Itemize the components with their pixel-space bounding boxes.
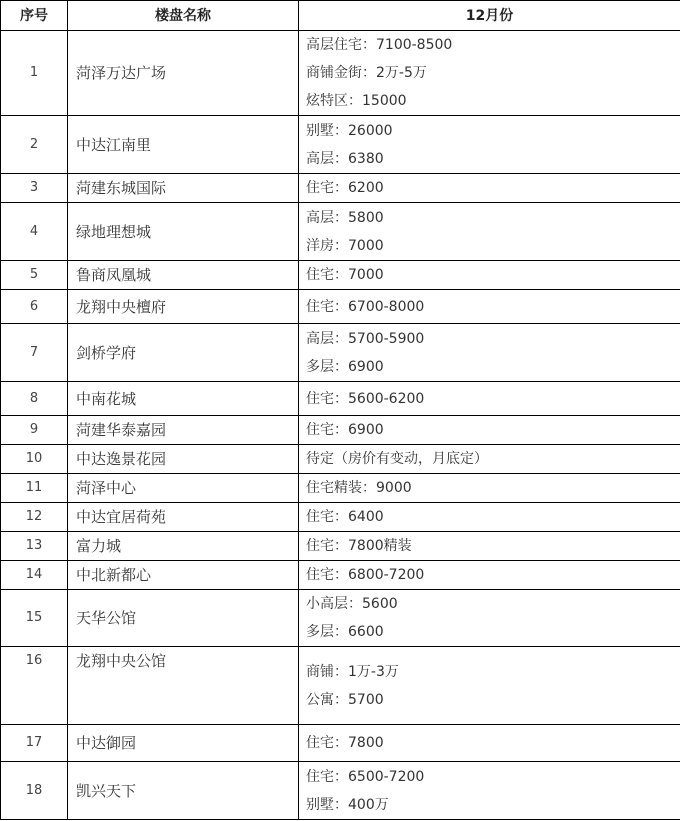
table-row [1, 762, 680, 820]
row-price-cell [299, 590, 680, 647]
row-project-name: 鲁商凤凰城 [68, 261, 299, 290]
row-price-cell [299, 31, 680, 116]
price-line: 住宅：6700-8000 [306, 298, 425, 315]
price-line: 住宅：5600-6200 [306, 390, 425, 407]
price-line: 高层：6380 [306, 150, 384, 167]
price-line: 商铺：1万-3万 [306, 663, 399, 680]
row-price-cell [299, 532, 680, 561]
price-line: 住宅：7800 [306, 735, 384, 751]
price-line: 住宅：7800精装 [306, 538, 412, 554]
row-index: 12 [1, 503, 68, 532]
table-row [1, 474, 680, 503]
row-project-name: 剑桥学府 [68, 324, 299, 382]
price-line: 住宅：6900 [306, 422, 384, 438]
price-line: 公寓：5700 [306, 691, 384, 708]
table-row [1, 203, 680, 261]
row-project-name: 龙翔中央檀府 [68, 290, 299, 324]
row-index: 13 [1, 532, 68, 561]
row-project-name: 龙翔中央公馆 [68, 647, 299, 725]
row-price-cell [299, 324, 680, 382]
row-price-cell [299, 561, 680, 590]
row-index: 3 [1, 174, 68, 203]
row-project-name: 天华公馆 [68, 590, 299, 647]
row-project-name: 中达宜居荷苑 [68, 503, 299, 532]
price-line: 洋房：7000 [306, 237, 384, 254]
price-line: 多层：6900 [306, 358, 384, 375]
row-price-cell [299, 762, 680, 820]
table-row [1, 382, 680, 416]
row-index: 8 [1, 382, 68, 416]
price-line: 待定（房价有变动，月底定） [306, 451, 488, 467]
row-price-cell [299, 416, 680, 445]
row-index: 5 [1, 261, 68, 290]
row-price-cell [299, 445, 680, 474]
row-price-cell [299, 174, 680, 203]
row-index: 15 [1, 590, 68, 647]
row-index: 7 [1, 324, 68, 382]
table-row [1, 532, 680, 561]
row-index: 6 [1, 290, 68, 324]
row-project-name: 中达御园 [68, 725, 299, 762]
price-line: 住宅：6400 [306, 509, 384, 525]
price-line: 高层住宅：7100-8500 [306, 37, 453, 53]
price-line: 小高层：5600 [306, 596, 398, 612]
row-project-name: 中达江南里 [68, 116, 299, 174]
table-row [1, 31, 680, 116]
price-line: 别墅：400万 [306, 796, 389, 813]
table-body [1, 31, 680, 820]
table-row [1, 290, 680, 324]
header-price: 12月份 [299, 1, 680, 31]
row-index: 2 [1, 116, 68, 174]
table-row [1, 647, 680, 725]
row-project-name: 菏泽万达广场 [68, 31, 299, 116]
row-project-name: 凯兴天下 [68, 762, 299, 820]
row-project-name: 中北新都心 [68, 561, 299, 590]
price-line: 高层：5800 [306, 209, 384, 226]
row-price-cell [299, 474, 680, 503]
header-index: 序号 [1, 1, 68, 31]
price-line: 商铺金街：2万-5万 [306, 65, 427, 81]
row-index: 9 [1, 416, 68, 445]
price-line: 住宅：7000 [306, 267, 384, 283]
row-project-name: 菏建东城国际 [68, 174, 299, 203]
header-row [1, 1, 680, 31]
row-project-name: 中达逸景花园 [68, 445, 299, 474]
row-project-name: 菏建华泰嘉园 [68, 416, 299, 445]
row-price-cell [299, 725, 680, 762]
row-price-cell [299, 647, 680, 725]
table-row [1, 116, 680, 174]
table-row [1, 590, 680, 647]
row-index: 4 [1, 203, 68, 261]
row-index: 17 [1, 725, 68, 762]
price-line: 住宅精装：9000 [306, 480, 412, 496]
table-row [1, 725, 680, 762]
table-row [1, 174, 680, 203]
price-line: 住宅：6200 [306, 180, 384, 196]
price-line: 多层：6600 [306, 624, 384, 640]
row-project-name: 绿地理想城 [68, 203, 299, 261]
header-name: 楼盘名称 [68, 1, 299, 31]
price-line: 住宅：6800-7200 [306, 567, 425, 583]
row-price-cell [299, 203, 680, 261]
row-index: 18 [1, 762, 68, 820]
table-row [1, 503, 680, 532]
table-row [1, 561, 680, 590]
price-line: 炫特区：15000 [306, 93, 407, 109]
row-price-cell [299, 503, 680, 532]
price-line: 别墅：26000 [306, 122, 393, 139]
table-row [1, 324, 680, 382]
price-line: 高层：5700-5900 [306, 330, 425, 347]
row-index: 10 [1, 445, 68, 474]
row-index: 16 [1, 647, 68, 725]
row-project-name: 菏泽中心 [68, 474, 299, 503]
row-price-cell [299, 382, 680, 416]
row-price-cell [299, 261, 680, 290]
row-project-name: 富力城 [68, 532, 299, 561]
row-index: 11 [1, 474, 68, 503]
row-index: 14 [1, 561, 68, 590]
table-row [1, 445, 680, 474]
row-price-cell [299, 116, 680, 174]
row-price-cell [299, 290, 680, 324]
row-project-name: 中南花城 [68, 382, 299, 416]
row-index: 1 [1, 31, 68, 116]
price-line: 住宅：6500-7200 [306, 768, 425, 785]
table-row [1, 416, 680, 445]
table-row [1, 261, 680, 290]
